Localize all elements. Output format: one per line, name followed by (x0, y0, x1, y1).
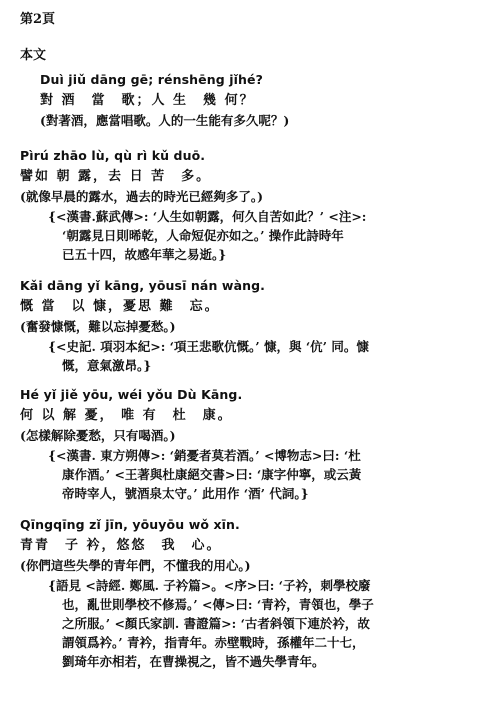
verse-pinyin: Pìrú zhāo lù, qù rì kǔ duō. (20, 148, 206, 163)
verse-chinese: 譬如 朝 露，去 日 苦 多。 (20, 169, 212, 184)
note-line: 已五十四，故感年華之易逝。} (62, 247, 227, 262)
verse-4 (0, 387, 500, 503)
verse-chinese: 對 酒 當 歌；人 生 幾 何？ (40, 93, 255, 108)
note-line: 帝時宰人，號酒泉太守。’ 此用作 ‘酒’ 代詞。} (62, 486, 309, 501)
verse-note (48, 576, 500, 671)
verse-translation: (對著酒，應當唱歌。人的一生能有多久呢？) (40, 113, 290, 128)
verse-2 (0, 148, 500, 264)
verse-1 (0, 72, 500, 129)
note-line: {<漢書. 東方朔傳>: ‘銷憂者莫若酒。’ <博物志>曰: ‘杜 (48, 448, 361, 463)
verse-translation: (就像早晨的露水，過去的時光已經夠多了。) (20, 189, 264, 204)
verse-chinese: 慨 當 以 慷，憂思 難 忘。 (20, 299, 220, 314)
verse-note (48, 446, 500, 503)
note-line: 劉琦年亦相若，在曹操視之，皆不過失學青年。 (62, 654, 325, 669)
verse-pinyin: Kǎi dāng yǐ kāng, yōusī nán wàng. (20, 278, 265, 293)
note-line: 之所服。’ <顏氏家訓. 書證篇>: ‘古者斜領下連於衿，故 (62, 616, 370, 631)
verse-translation: (怎樣解除憂愁，只有喝酒。) (20, 428, 176, 443)
note-line: 慨，意氣激昂。} (62, 358, 152, 373)
note-line: {<漢書.蘇武傳>: ‘人生如朝露，何久自苦如此？’ <注>: (48, 209, 367, 224)
note-line: 謂領爲衿。’ 青衿，指青年。赤壁戰時，孫權年二十七， (62, 635, 365, 650)
verse-translation: (你們這些失學的青年們，不懂我的用心。) (20, 558, 251, 573)
verse-5 (0, 517, 500, 671)
verse-chinese: 青青 子 衿，悠悠 我 心。 (20, 538, 222, 553)
verse-note (48, 337, 500, 375)
verse-pinyin: Qīngqīng zǐ jīn, yōuyōu wǒ xīn. (20, 517, 240, 532)
verse-note (48, 207, 500, 264)
verse-pinyin: Hé yǐ jiě yōu, wéi yǒu Dù Kāng. (20, 387, 243, 402)
verse-3 (0, 278, 500, 375)
section-title: 本文 (20, 48, 47, 63)
note-line: 也，亂世則學校不修焉。’ <傳>曰: ‘青衿，青領也，學子 (62, 597, 374, 612)
note-line: {<史記. 項羽本紀>: ‘項王悲歌伉慨。’ 慷，與 ‘伉’ 同。慷 (48, 339, 369, 354)
verse-translation: (奮發慷慨，難以忘掉憂愁。) (20, 319, 176, 334)
note-line: ‘朝露見日則晞乾，人命短促亦如之。’ 操作此詩時年 (62, 228, 344, 243)
note-line: {語見 <詩經. 鄭風. 子衿篇>。<序>曰: ‘子衿，刺學校廢 (48, 578, 371, 593)
note-line: 康作酒。’ <王著與杜康絕交書>曰: ‘康字仲寧，或云黃 (62, 467, 362, 482)
verse-pinyin: Duì jiǔ dāng gē; rénshēng jǐhé? (40, 72, 263, 87)
verse-chinese: 何 以 解 憂， 唯 有 杜 康。 (20, 408, 233, 423)
page-number: 第2頁 (20, 12, 56, 27)
